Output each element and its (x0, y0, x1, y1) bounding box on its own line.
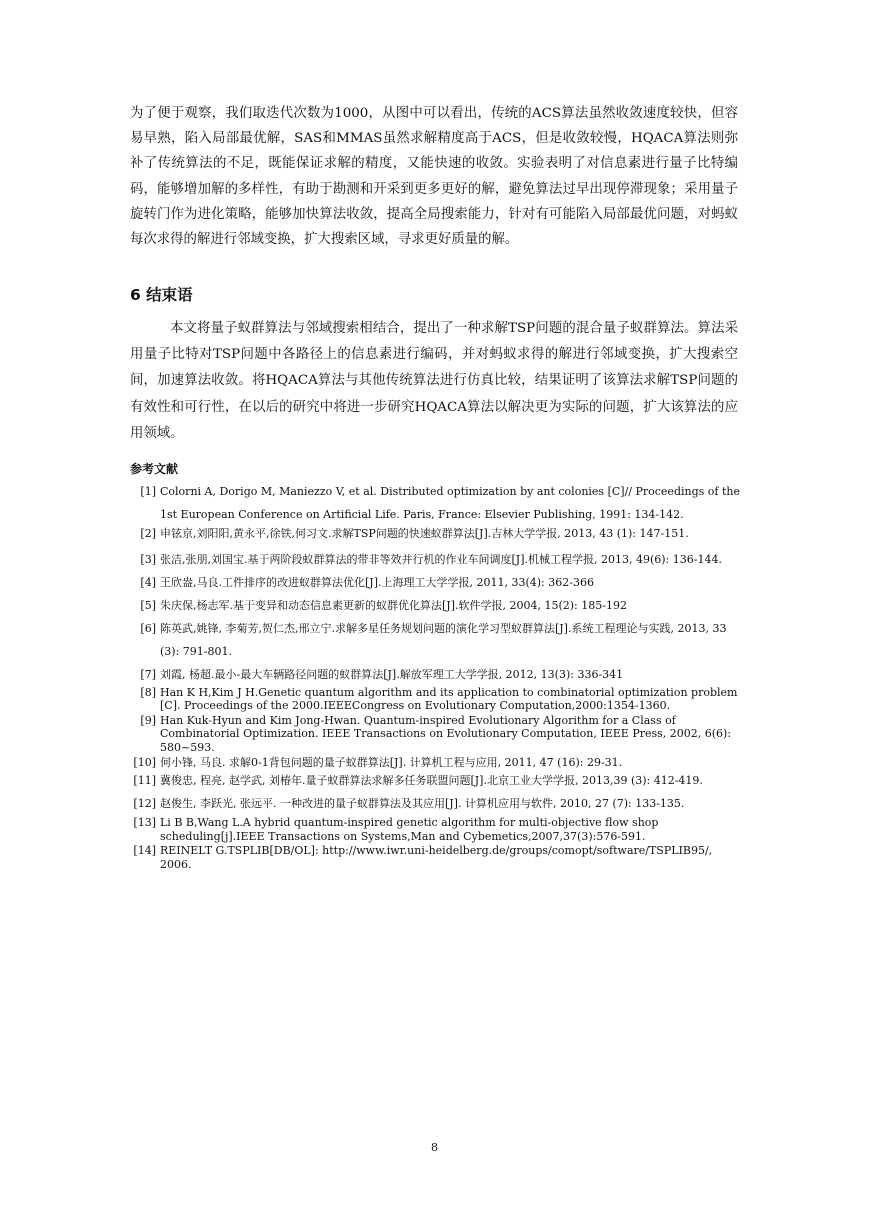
reference-number: [8] (140, 685, 156, 699)
reference-item (128, 756, 742, 770)
reference-text: 陈英武,姚锋, 李菊芳,贺仁杰,邢立宁.求解多星任务规划问题的演化学习型蚁群算法[J].系统工程理论与实践, 2013, 33 (3): 791-801. (160, 621, 727, 658)
reference-item (128, 617, 742, 663)
reference-number: [3] (140, 552, 156, 566)
reference-text: 王欣盎,马良.工件排序的改进蚁群算法优化[J].上海理工大学学报, 2011, 33(4): 362-366 (160, 575, 594, 589)
reference-item (128, 769, 742, 792)
reference-item (128, 792, 742, 815)
reference-number: [7] (140, 667, 156, 681)
reference-number: [2] (140, 527, 156, 540)
reference-text: Li B B,Wang L.A hybrid quantum-inspired genetic algorithm for multi-objective flow shop scheduling[j].IEEE Transactions on Systems,Man and Cybemetics,2007,37(3):576-591. (160, 816, 659, 843)
page-number: 8 (431, 1141, 438, 1154)
reference-text: REINELT G.TSPLIB[DB/OL]: http://www.iwr.uni-heidelberg.de/groups/comopt/software/TSPLIB95/, 2006. (160, 844, 713, 871)
reference-item (128, 686, 742, 713)
conclusion-paragraph: 本文将量子蚁群算法与邻域搜索相结合，提出了一种求解TSP问题的混合量子蚁群算法。算法采用量子比特对TSP问题中各路径上的信息素进行编码，并对蚂蚁求得的解进行邻域变换，扩大搜索空间，加速算法收敛。将HQACA算法与其他传统算法进行仿真比较，结果证明了该算法求解TSP问题的有效性和可行性，在以后的研究中将进一步研究HQACA算法以解决更为实际的问题，扩大该算法的应用领域。 (130, 321, 738, 441)
section-heading-conclusion: 6 结束语 (130, 286, 193, 304)
reference-item (128, 816, 742, 843)
reference-item (128, 571, 742, 594)
reference-text: Colorni A, Dorigo M, Maniezzo V, et al. Distributed optimization by ant colonies [C]// Proceedings of the 1st European Conference on Artificial Life. Paris, France: Elsevier Publishing, 1991: 134-142. (160, 485, 740, 521)
reference-number: [10] (133, 755, 156, 769)
reference-number: [1] (140, 485, 156, 498)
reference-text: 申铉京,刘阳阳,黄永平,徐铁,何习文.求解TSP问题的快速蚁群算法[J].吉林大学学报, 2013, 43 (1): 147-151. (160, 527, 689, 540)
reference-text: Han K H,Kim J H.Genetic quantum algorithm and its application to combinatorial optimization problem [C]. Proceedings of the 2000.IEEECongress on Evolutionary Computation,2000:1354-1360. (160, 685, 738, 713)
reference-number: [11] (133, 774, 156, 788)
results-paragraph: 为了便于观察，我们取迭代次数为1000，从图中可以看出，传统的ACS算法虽然收敛速度较快，但容易早熟，陷入局部最优解，SAS和MMAS虽然求解精度高于ACS，但是收敛较慢，HQACA算法则弥补了传统算法的不足，既能保证求解的精度，又能快速的收敛。实验表明了对信息素进行量子比特编码，能够增加解的多样性，有助于勘测和开采到更多更好的解，避免算法过早出现停滞现象；采用量子旋转门作为进化策略，能够加快算法收敛，提高全局搜索能力，针对有可能陷入局部最优问题，对蚂蚁每次求得的解进行邻域变换，扩大搜索区域，寻求更好质量的解。 (130, 106, 738, 248)
reference-list (128, 480, 742, 872)
reference-item (128, 663, 742, 686)
reference-text: 朱庆保,杨志军.基于变异和动态信息素更新的蚁群优化算法[J].软件学报, 2004, 15(2): 185-192 (160, 598, 627, 612)
reference-number: [13] (133, 816, 156, 830)
reference-number: [9] (140, 713, 156, 727)
reference-number: [6] (140, 621, 156, 635)
reference-text: 何小锋, 马良. 求解0-1背包问题的量子蚁群算法[J]. 计算机工程与应用, 2011, 47 (16): 29-31. (160, 755, 623, 769)
reference-text: 刘霞, 杨超.最小-最大车辆路径问题的蚁群算法[J].解放军理工大学学报, 2012, 13(3): 336-341 (160, 667, 624, 681)
reference-text: 冀俊忠, 程亮, 赵学武, 刘椿年.量子蚁群算法求解多任务联盟问题[J].北京工业大学学报, 2013,39 (3): 412-419. (160, 774, 703, 788)
reference-text: 张洁,张朋,刘国宝.基于两阶段蚁群算法的带非等效并行机的作业车间调度[J].机械工程学报, 2013, 49(6): 136-144. (160, 552, 722, 566)
reference-number: [12] (133, 797, 156, 811)
reference-number: [14] (133, 844, 156, 858)
reference-number: [5] (140, 598, 156, 612)
reference-item (128, 548, 742, 571)
reference-item (128, 594, 742, 617)
reference-item (128, 844, 742, 871)
reference-text: Han Kuk-Hyun and Kim Jong-Hwan. Quantum-inspired Evolutionary Algorithm for a Class of Combinatorial Optimization. IEEE Transactions on Evolutionary Computation, IEEE Press, 2002, 6(6): 580~593. (160, 713, 732, 754)
reference-item (128, 714, 742, 755)
reference-text: 赵俊生, 李跃光, 张远平. 一种改进的量子蚁群算法及其应用[J]. 计算机应用与软件, 2010, 27 (7): 133-135. (160, 797, 685, 811)
references-heading: 参考文献 (130, 462, 179, 476)
reference-item (128, 527, 742, 541)
reference-number: [4] (140, 575, 156, 589)
reference-item (128, 480, 742, 526)
